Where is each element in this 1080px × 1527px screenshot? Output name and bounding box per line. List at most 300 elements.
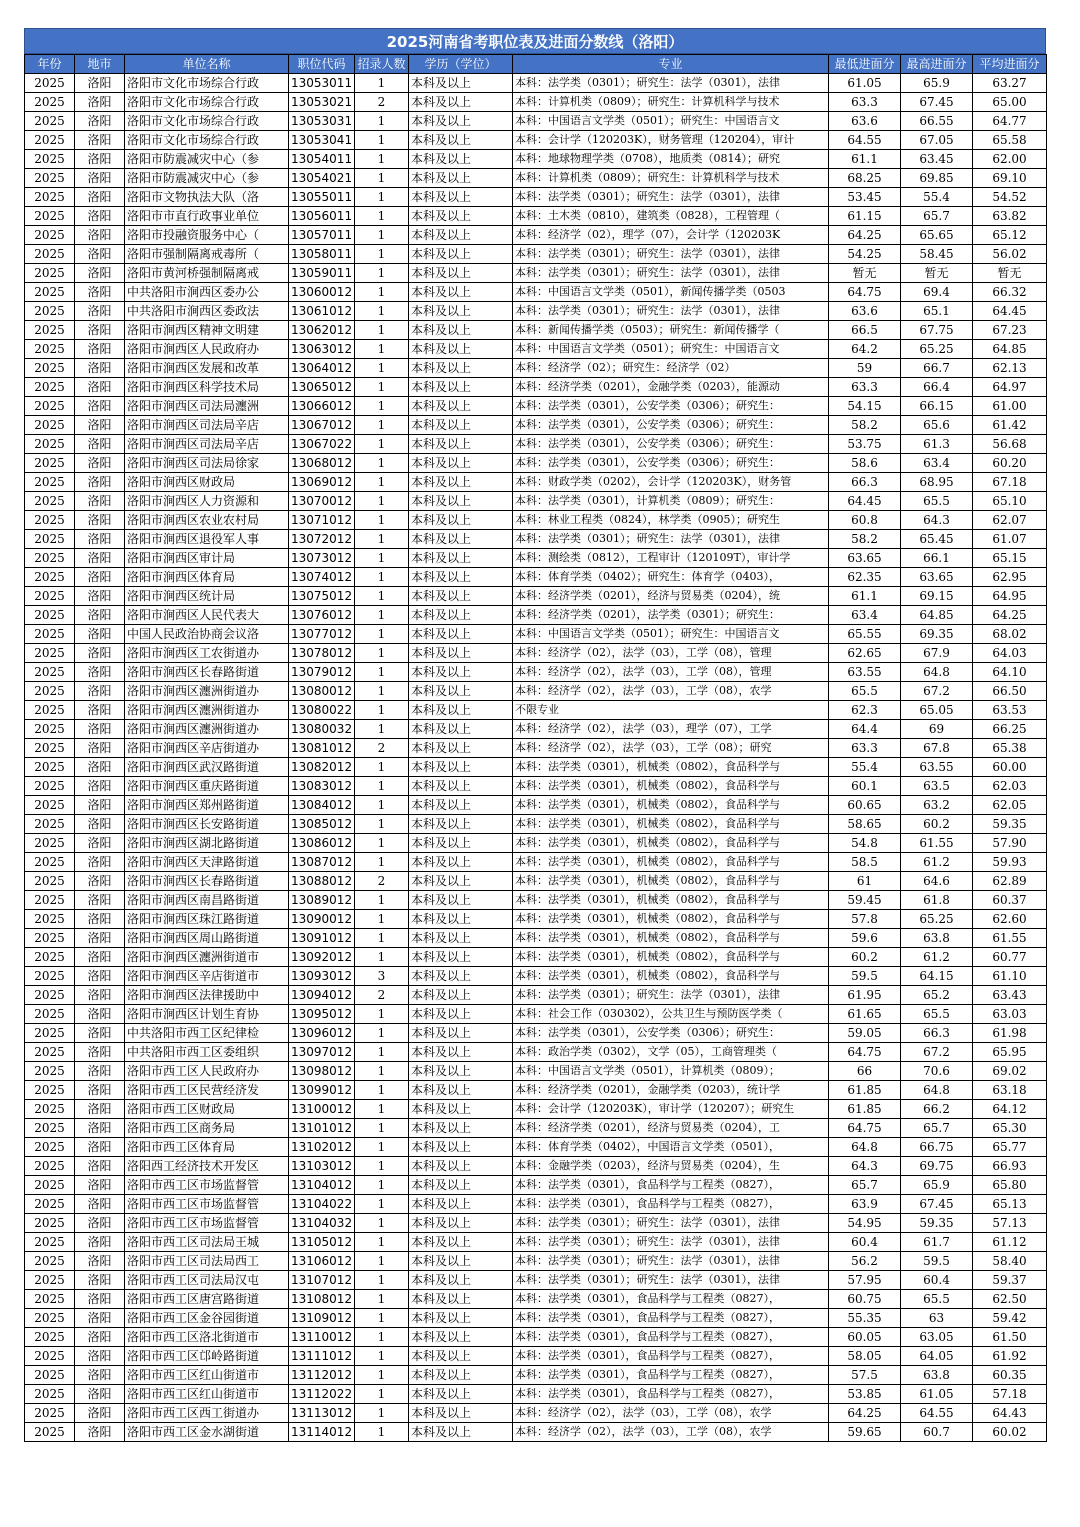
cell-avg-score: 61.42 xyxy=(973,416,1047,435)
cell-max-score: 69 xyxy=(901,720,973,739)
cell-count: 1 xyxy=(355,492,409,511)
cell-code: 13078012 xyxy=(289,644,355,663)
cell-min-score: 54.8 xyxy=(829,834,901,853)
cell-min-score: 63.3 xyxy=(829,378,901,397)
cell-unit: 洛阳市强制隔离戒毒所（ xyxy=(125,245,289,264)
cell-major: 本科：体育学类（0402），中国语言文学类（0501）， xyxy=(513,1138,829,1157)
cell-avg-score: 62.50 xyxy=(973,1290,1047,1309)
cell-code: 13107012 xyxy=(289,1271,355,1290)
cell-min-score: 61.85 xyxy=(829,1081,901,1100)
cell-unit: 洛阳市涧西区湖北路街道 xyxy=(125,834,289,853)
cell-education: 本科及以上 xyxy=(409,967,513,986)
cell-code: 13097012 xyxy=(289,1043,355,1062)
cell-max-score: 65.9 xyxy=(901,74,973,93)
cell-education: 本科及以上 xyxy=(409,226,513,245)
cell-major: 不限专业 xyxy=(513,701,829,720)
cell-avg-score: 64.10 xyxy=(973,663,1047,682)
cell-avg-score: 67.18 xyxy=(973,473,1047,492)
cell-min-score: 64.25 xyxy=(829,226,901,245)
cell-education: 本科及以上 xyxy=(409,340,513,359)
cell-max-score: 66.55 xyxy=(901,112,973,131)
cell-avg-score: 66.93 xyxy=(973,1157,1047,1176)
cell-max-score: 63.4 xyxy=(901,454,973,473)
cell-code: 13101012 xyxy=(289,1119,355,1138)
cell-avg-score: 暂无 xyxy=(973,264,1047,283)
cell-min-score: 58.05 xyxy=(829,1347,901,1366)
cell-unit: 洛阳市西工区商务局 xyxy=(125,1119,289,1138)
cell-max-score: 67.8 xyxy=(901,739,973,758)
cell-year: 2025 xyxy=(25,169,75,188)
cell-max-score: 64.05 xyxy=(901,1347,973,1366)
cell-count: 2 xyxy=(355,986,409,1005)
cell-count: 1 xyxy=(355,758,409,777)
col-header-max-score: 最高进面分 xyxy=(901,55,973,74)
cell-count: 1 xyxy=(355,264,409,283)
cell-code: 13053011 xyxy=(289,74,355,93)
cell-education: 本科及以上 xyxy=(409,74,513,93)
cell-year: 2025 xyxy=(25,1138,75,1157)
table-row xyxy=(25,682,1047,701)
cell-education: 本科及以上 xyxy=(409,929,513,948)
cell-count: 1 xyxy=(355,1176,409,1195)
cell-code: 13082012 xyxy=(289,758,355,777)
cell-count: 1 xyxy=(355,226,409,245)
cell-count: 1 xyxy=(355,245,409,264)
cell-max-score: 65.25 xyxy=(901,910,973,929)
cell-max-score: 64.85 xyxy=(901,606,973,625)
cell-min-score: 63.4 xyxy=(829,606,901,625)
cell-avg-score: 68.02 xyxy=(973,625,1047,644)
cell-avg-score: 64.12 xyxy=(973,1100,1047,1119)
cell-count: 1 xyxy=(355,853,409,872)
cell-code: 13104032 xyxy=(289,1214,355,1233)
cell-year: 2025 xyxy=(25,1423,75,1442)
cell-unit: 洛阳市西工区金谷园街道 xyxy=(125,1309,289,1328)
cell-avg-score: 61.12 xyxy=(973,1233,1047,1252)
table-row xyxy=(25,1100,1047,1119)
cell-city: 洛阳 xyxy=(75,112,125,131)
cell-min-score: 58.2 xyxy=(829,530,901,549)
col-header-avg-score: 平均进面分 xyxy=(973,55,1047,74)
cell-avg-score: 61.55 xyxy=(973,929,1047,948)
cell-unit: 洛阳市西工区民营经济发 xyxy=(125,1081,289,1100)
cell-unit: 洛阳市涧西区辛店街道办 xyxy=(125,739,289,758)
cell-count: 1 xyxy=(355,701,409,720)
cell-min-score: 64.75 xyxy=(829,1119,901,1138)
cell-education: 本科及以上 xyxy=(409,435,513,454)
cell-min-score: 61.05 xyxy=(829,74,901,93)
table-row xyxy=(25,530,1047,549)
cell-avg-score: 67.23 xyxy=(973,321,1047,340)
cell-code: 13111012 xyxy=(289,1347,355,1366)
cell-code: 13103012 xyxy=(289,1157,355,1176)
cell-city: 洛阳 xyxy=(75,302,125,321)
cell-education: 本科及以上 xyxy=(409,359,513,378)
cell-min-score: 60.4 xyxy=(829,1233,901,1252)
cell-avg-score: 63.03 xyxy=(973,1005,1047,1024)
cell-major: 本科：法学类（0301）；研究生：法学（0301），法律 xyxy=(513,188,829,207)
cell-max-score: 63.5 xyxy=(901,777,973,796)
cell-education: 本科及以上 xyxy=(409,1100,513,1119)
cell-year: 2025 xyxy=(25,378,75,397)
table-row xyxy=(25,739,1047,758)
cell-count: 1 xyxy=(355,948,409,967)
cell-count: 1 xyxy=(355,435,409,454)
cell-unit: 洛阳市涧西区司法局辛店 xyxy=(125,416,289,435)
cell-education: 本科及以上 xyxy=(409,207,513,226)
cell-count: 2 xyxy=(355,872,409,891)
cell-major: 本科：法学类（0301）；研究生：法学（0301），法律 xyxy=(513,1271,829,1290)
cell-count: 1 xyxy=(355,283,409,302)
table-row xyxy=(25,1043,1047,1062)
cell-education: 本科及以上 xyxy=(409,112,513,131)
cell-city: 洛阳 xyxy=(75,1214,125,1233)
cell-min-score: 58.2 xyxy=(829,416,901,435)
cell-max-score: 63 xyxy=(901,1309,973,1328)
cell-count: 1 xyxy=(355,1271,409,1290)
cell-city: 洛阳 xyxy=(75,321,125,340)
cell-major: 本科：法学类（0301），机械类（0802），食品科学与 xyxy=(513,910,829,929)
cell-avg-score: 69.02 xyxy=(973,1062,1047,1081)
cell-code: 13077012 xyxy=(289,625,355,644)
cell-code: 13086012 xyxy=(289,834,355,853)
cell-count: 1 xyxy=(355,1024,409,1043)
cell-code: 13091012 xyxy=(289,929,355,948)
cell-max-score: 67.2 xyxy=(901,1043,973,1062)
cell-major: 本科：法学类（0301），机械类（0802），食品科学与 xyxy=(513,758,829,777)
cell-major: 本科：法学类（0301）；研究生：法学（0301），法律 xyxy=(513,245,829,264)
cell-count: 1 xyxy=(355,74,409,93)
cell-major: 本科：经济学（02），法学（03），理学（07），工学 xyxy=(513,720,829,739)
cell-avg-score: 61.98 xyxy=(973,1024,1047,1043)
cell-education: 本科及以上 xyxy=(409,986,513,1005)
table-row xyxy=(25,150,1047,169)
cell-min-score: 53.45 xyxy=(829,188,901,207)
cell-count: 1 xyxy=(355,530,409,549)
cell-education: 本科及以上 xyxy=(409,492,513,511)
cell-count: 3 xyxy=(355,967,409,986)
cell-min-score: 59.05 xyxy=(829,1024,901,1043)
cell-year: 2025 xyxy=(25,891,75,910)
cell-major: 本科：法学类（0301），机械类（0802），食品科学与 xyxy=(513,796,829,815)
cell-city: 洛阳 xyxy=(75,397,125,416)
cell-max-score: 61.2 xyxy=(901,853,973,872)
cell-avg-score: 65.38 xyxy=(973,739,1047,758)
table-row xyxy=(25,1138,1047,1157)
cell-code: 13070012 xyxy=(289,492,355,511)
cell-education: 本科及以上 xyxy=(409,1176,513,1195)
cell-major: 本科：经济学（02），法学（03），工学（08）；研究 xyxy=(513,739,829,758)
cell-unit: 洛阳市西工区红山街道市 xyxy=(125,1366,289,1385)
cell-year: 2025 xyxy=(25,644,75,663)
cell-max-score: 66.4 xyxy=(901,378,973,397)
cell-code: 13053031 xyxy=(289,112,355,131)
cell-min-score: 54.95 xyxy=(829,1214,901,1233)
table-row xyxy=(25,720,1047,739)
cell-unit: 洛阳市涧西区司法局瀍洲 xyxy=(125,397,289,416)
cell-code: 13062012 xyxy=(289,321,355,340)
table-row xyxy=(25,815,1047,834)
cell-major: 本科：法学类（0301）；研究生：法学（0301），法律 xyxy=(513,530,829,549)
cell-city: 洛阳 xyxy=(75,454,125,473)
cell-count: 1 xyxy=(355,511,409,530)
table-row xyxy=(25,473,1047,492)
cell-year: 2025 xyxy=(25,815,75,834)
cell-avg-score: 65.10 xyxy=(973,492,1047,511)
cell-year: 2025 xyxy=(25,473,75,492)
cell-year: 2025 xyxy=(25,606,75,625)
cell-city: 洛阳 xyxy=(75,853,125,872)
cell-city: 洛阳 xyxy=(75,891,125,910)
cell-avg-score: 62.60 xyxy=(973,910,1047,929)
cell-education: 本科及以上 xyxy=(409,1290,513,1309)
cell-unit: 洛阳市西工区司法局西工 xyxy=(125,1252,289,1271)
cell-unit: 洛阳市文化市场综合行政 xyxy=(125,93,289,112)
cell-city: 洛阳 xyxy=(75,378,125,397)
table-row xyxy=(25,663,1047,682)
cell-year: 2025 xyxy=(25,1366,75,1385)
cell-avg-score: 62.13 xyxy=(973,359,1047,378)
cell-count: 1 xyxy=(355,1404,409,1423)
cell-year: 2025 xyxy=(25,986,75,1005)
cell-unit: 洛阳市涧西区天津路街道 xyxy=(125,853,289,872)
cell-max-score: 70.6 xyxy=(901,1062,973,1081)
cell-code: 13069012 xyxy=(289,473,355,492)
cell-min-score: 62.65 xyxy=(829,644,901,663)
cell-min-score: 54.25 xyxy=(829,245,901,264)
cell-year: 2025 xyxy=(25,1214,75,1233)
table-row xyxy=(25,435,1047,454)
cell-code: 13114012 xyxy=(289,1423,355,1442)
cell-min-score: 64.75 xyxy=(829,283,901,302)
cell-code: 13054021 xyxy=(289,169,355,188)
cell-major: 本科：法学类（0301）；研究生：法学（0301），法律 xyxy=(513,74,829,93)
cell-max-score: 67.75 xyxy=(901,321,973,340)
cell-count: 1 xyxy=(355,682,409,701)
cell-city: 洛阳 xyxy=(75,1385,125,1404)
sheet-title: 2025河南省考职位表及进面分数线（洛阳） xyxy=(24,28,1046,54)
cell-major: 本科：会计学（120203K），财务管理（120204），审计 xyxy=(513,131,829,150)
table-row xyxy=(25,1233,1047,1252)
cell-count: 1 xyxy=(355,644,409,663)
cell-education: 本科及以上 xyxy=(409,1252,513,1271)
cell-min-score: 63.65 xyxy=(829,549,901,568)
cell-major: 本科：法学类（0301）；研究生：法学（0301），法律 xyxy=(513,302,829,321)
cell-code: 13071012 xyxy=(289,511,355,530)
cell-avg-score: 60.02 xyxy=(973,1423,1047,1442)
cell-code: 13090012 xyxy=(289,910,355,929)
cell-major: 本科：法学类（0301）；研究生：法学（0301），法律 xyxy=(513,986,829,1005)
cell-avg-score: 64.25 xyxy=(973,606,1047,625)
cell-education: 本科及以上 xyxy=(409,245,513,264)
cell-min-score: 61.65 xyxy=(829,1005,901,1024)
cell-max-score: 64.55 xyxy=(901,1404,973,1423)
cell-education: 本科及以上 xyxy=(409,1005,513,1024)
cell-major: 本科：经济学（02），法学（03），工学（08），管理 xyxy=(513,663,829,682)
cell-year: 2025 xyxy=(25,416,75,435)
cell-major: 本科：经济学（02），理学（07），会计学（120203K xyxy=(513,226,829,245)
cell-city: 洛阳 xyxy=(75,1176,125,1195)
cell-year: 2025 xyxy=(25,226,75,245)
cell-year: 2025 xyxy=(25,74,75,93)
cell-city: 洛阳 xyxy=(75,910,125,929)
table-row xyxy=(25,1347,1047,1366)
cell-city: 洛阳 xyxy=(75,131,125,150)
cell-avg-score: 66.50 xyxy=(973,682,1047,701)
cell-count: 1 xyxy=(355,834,409,853)
cell-unit: 洛阳西工经济技术开发区 xyxy=(125,1157,289,1176)
cell-code: 13060012 xyxy=(289,283,355,302)
cell-education: 本科及以上 xyxy=(409,891,513,910)
cell-education: 本科及以上 xyxy=(409,777,513,796)
cell-max-score: 63.65 xyxy=(901,568,973,587)
cell-count: 1 xyxy=(355,1214,409,1233)
cell-unit: 洛阳市涧西区科学技术局 xyxy=(125,378,289,397)
cell-max-score: 63.2 xyxy=(901,796,973,815)
table-row xyxy=(25,302,1047,321)
table-row xyxy=(25,492,1047,511)
cell-code: 13056011 xyxy=(289,207,355,226)
table-row xyxy=(25,245,1047,264)
cell-city: 洛阳 xyxy=(75,587,125,606)
cell-max-score: 69.4 xyxy=(901,283,973,302)
cell-year: 2025 xyxy=(25,777,75,796)
cell-unit: 洛阳市涧西区审计局 xyxy=(125,549,289,568)
cell-city: 洛阳 xyxy=(75,1062,125,1081)
col-header-code: 职位代码 xyxy=(289,55,355,74)
cell-avg-score: 61.92 xyxy=(973,1347,1047,1366)
cell-avg-score: 64.43 xyxy=(973,1404,1047,1423)
cell-avg-score: 63.43 xyxy=(973,986,1047,1005)
cell-major: 本科：法学类（0301），机械类（0802），食品科学与 xyxy=(513,853,829,872)
cell-avg-score: 63.27 xyxy=(973,74,1047,93)
cell-year: 2025 xyxy=(25,530,75,549)
cell-education: 本科及以上 xyxy=(409,568,513,587)
cell-unit: 洛阳市涧西区瀍洲街道办 xyxy=(125,701,289,720)
cell-education: 本科及以上 xyxy=(409,1347,513,1366)
cell-min-score: 59.65 xyxy=(829,1423,901,1442)
cell-city: 洛阳 xyxy=(75,720,125,739)
cell-city: 洛阳 xyxy=(75,1005,125,1024)
cell-year: 2025 xyxy=(25,625,75,644)
cell-city: 洛阳 xyxy=(75,1157,125,1176)
cell-max-score: 59.35 xyxy=(901,1214,973,1233)
cell-city: 洛阳 xyxy=(75,1043,125,1062)
table-row xyxy=(25,587,1047,606)
table-row xyxy=(25,1366,1047,1385)
cell-max-score: 65.1 xyxy=(901,302,973,321)
cell-year: 2025 xyxy=(25,872,75,891)
cell-year: 2025 xyxy=(25,796,75,815)
cell-year: 2025 xyxy=(25,1195,75,1214)
cell-code: 13055011 xyxy=(289,188,355,207)
cell-count: 1 xyxy=(355,378,409,397)
cell-unit: 洛阳市涧西区长春路街道 xyxy=(125,872,289,891)
cell-code: 13073012 xyxy=(289,549,355,568)
table-row xyxy=(25,1328,1047,1347)
cell-unit: 洛阳市西工区唐宫路街道 xyxy=(125,1290,289,1309)
cell-avg-score: 65.77 xyxy=(973,1138,1047,1157)
cell-major: 本科：经济学类（0201），法学类（0301）；研究生： xyxy=(513,606,829,625)
cell-unit: 洛阳市西工区市场监督管 xyxy=(125,1176,289,1195)
cell-unit: 洛阳市西工区洛北街道市 xyxy=(125,1328,289,1347)
cell-code: 13075012 xyxy=(289,587,355,606)
cell-unit: 中国人民政治协商会议洛 xyxy=(125,625,289,644)
cell-education: 本科及以上 xyxy=(409,1081,513,1100)
cell-max-score: 66.2 xyxy=(901,1100,973,1119)
cell-count: 1 xyxy=(355,169,409,188)
cell-min-score: 62.3 xyxy=(829,701,901,720)
cell-year: 2025 xyxy=(25,568,75,587)
cell-max-score: 60.4 xyxy=(901,1271,973,1290)
cell-max-score: 66.3 xyxy=(901,1024,973,1043)
cell-major: 本科：法学类（0301），食品科学与工程类（0827）， xyxy=(513,1328,829,1347)
cell-major: 本科：土木类（0810），建筑类（0828），工程管理（ xyxy=(513,207,829,226)
cell-city: 洛阳 xyxy=(75,93,125,112)
cell-code: 13080012 xyxy=(289,682,355,701)
cell-education: 本科及以上 xyxy=(409,606,513,625)
cell-min-score: 64.25 xyxy=(829,1404,901,1423)
cell-min-score: 64.45 xyxy=(829,492,901,511)
cell-count: 1 xyxy=(355,302,409,321)
cell-unit: 洛阳市涧西区郑州路街道 xyxy=(125,796,289,815)
cell-min-score: 65.7 xyxy=(829,1176,901,1195)
cell-city: 洛阳 xyxy=(75,549,125,568)
cell-year: 2025 xyxy=(25,1404,75,1423)
cell-year: 2025 xyxy=(25,188,75,207)
cell-unit: 洛阳市西工区西工街道办 xyxy=(125,1404,289,1423)
cell-max-score: 65.5 xyxy=(901,1005,973,1024)
cell-major: 本科：法学类（0301），公安学类（0306）；研究生： xyxy=(513,416,829,435)
cell-major: 本科：政治学类（0302），文学（05），工商管理类（ xyxy=(513,1043,829,1062)
cell-year: 2025 xyxy=(25,1252,75,1271)
cell-year: 2025 xyxy=(25,929,75,948)
cell-education: 本科及以上 xyxy=(409,416,513,435)
cell-avg-score: 62.07 xyxy=(973,511,1047,530)
cell-min-score: 59.5 xyxy=(829,967,901,986)
cell-year: 2025 xyxy=(25,758,75,777)
cell-unit: 中共洛阳市涧西区委政法 xyxy=(125,302,289,321)
cell-min-score: 59.6 xyxy=(829,929,901,948)
cell-city: 洛阳 xyxy=(75,644,125,663)
cell-avg-score: 62.03 xyxy=(973,777,1047,796)
cell-min-score: 57.8 xyxy=(829,910,901,929)
cell-max-score: 64.8 xyxy=(901,663,973,682)
table-row xyxy=(25,1214,1047,1233)
table-row xyxy=(25,549,1047,568)
cell-year: 2025 xyxy=(25,1233,75,1252)
cell-max-score: 61.05 xyxy=(901,1385,973,1404)
cell-code: 13059011 xyxy=(289,264,355,283)
cell-unit: 洛阳市涧西区珠江路街道 xyxy=(125,910,289,929)
cell-city: 洛阳 xyxy=(75,1309,125,1328)
cell-unit: 洛阳市西工区市场监督管 xyxy=(125,1214,289,1233)
cell-min-score: 65.55 xyxy=(829,625,901,644)
cell-major: 本科：法学类（0301），机械类（0802），食品科学与 xyxy=(513,834,829,853)
cell-min-score: 60.75 xyxy=(829,1290,901,1309)
cell-max-score: 66.7 xyxy=(901,359,973,378)
cell-unit: 洛阳市西工区司法局汉屯 xyxy=(125,1271,289,1290)
cell-min-score: 59.45 xyxy=(829,891,901,910)
cell-year: 2025 xyxy=(25,948,75,967)
cell-max-score: 67.45 xyxy=(901,93,973,112)
cell-city: 洛阳 xyxy=(75,1119,125,1138)
cell-count: 1 xyxy=(355,131,409,150)
cell-year: 2025 xyxy=(25,321,75,340)
cell-major: 本科：法学类（0301），食品科学与工程类（0827）， xyxy=(513,1309,829,1328)
cell-city: 洛阳 xyxy=(75,1328,125,1347)
cell-city: 洛阳 xyxy=(75,1195,125,1214)
